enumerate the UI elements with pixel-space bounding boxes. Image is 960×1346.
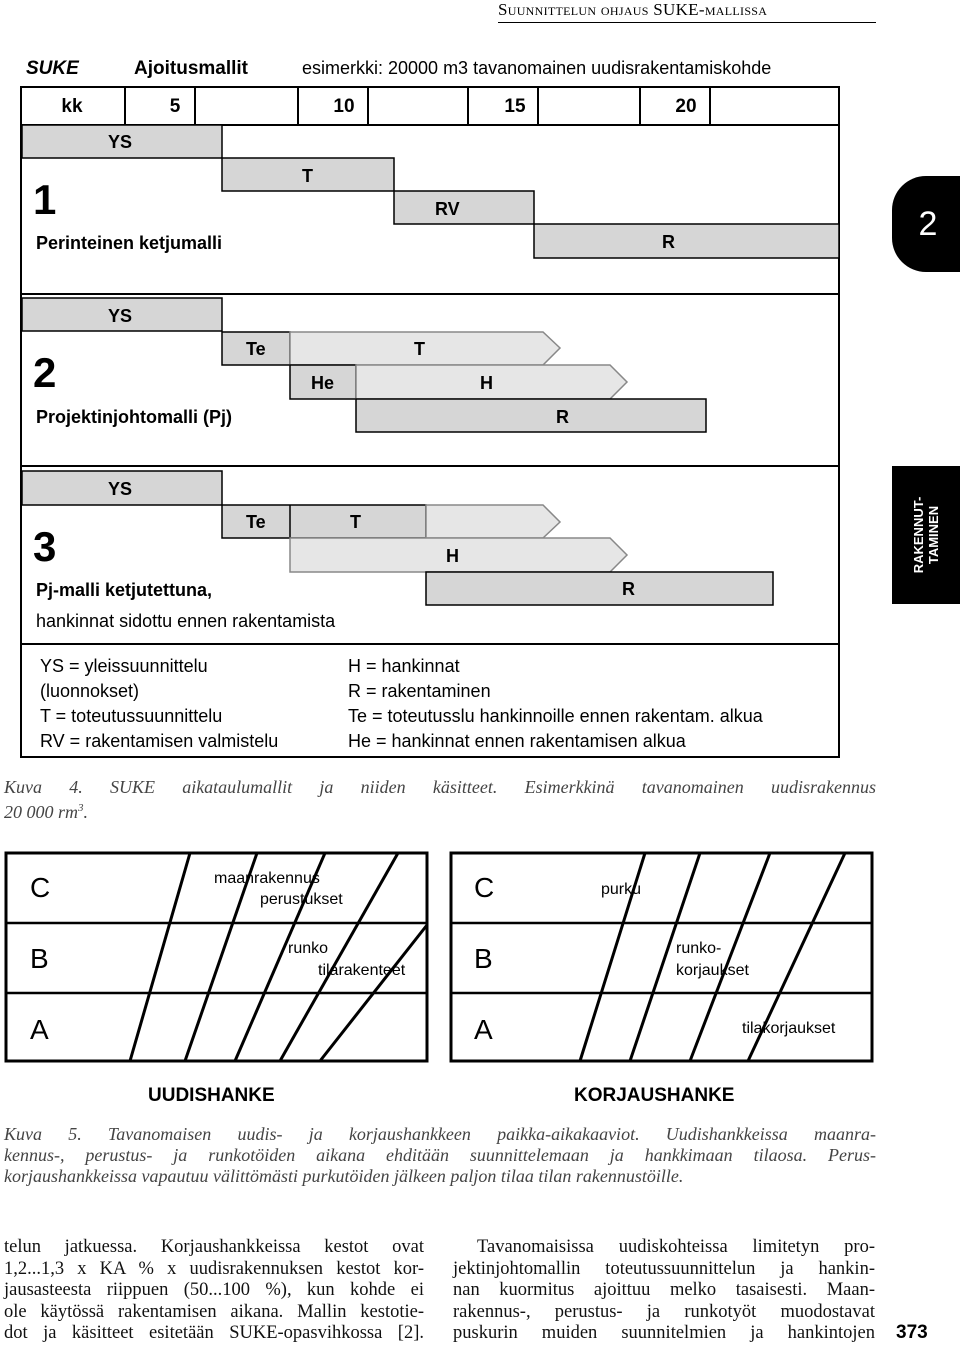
figure5-caption-line2: kennus-, perustus- ja runkotöiden aikana ehditään suunnittelemaan ja hankkimaan tilaosa. Perus- [4,1145,876,1165]
model-2 [22,298,706,432]
model2-r-bar [356,399,706,432]
uudishanke-panel [6,853,427,1106]
uudishanke-title: UUDISHANKE [148,1085,275,1106]
body-right-line: jektinjohtomallin toteutussuunnittelun ja hankin- [453,1258,875,1279]
right-location-b: B [474,943,493,974]
page-number: 373 [896,1322,928,1343]
location-time-figure [0,845,880,1115]
body-right-line: Tavanomaisissa uudiskohteissa limitetyn pro- [477,1237,875,1257]
model2-name: Projektinjohtomalli (Pj) [36,407,233,427]
model1-rv-label: RV [435,199,460,219]
chapter-number: 2 [918,204,938,243]
body-right-line: rakennus-, perustus- ja runkotyöt muodostavat [453,1301,875,1322]
right-label-tilakorjaukset: tilakorjaukset [742,1020,836,1037]
example-title: esimerkki: 20000 m3 tavanomainen uudisrakentamiskohde [302,58,772,78]
korjaushanke-panel [451,853,872,1106]
model1-name: Perinteinen ketjumalli [36,233,223,253]
caption-end: . [83,802,89,822]
left-location-a: A [30,1014,49,1045]
month-unit-label: kk [61,96,83,117]
figure5-caption-line1: Kuva 5. Tavanomaisen uudis- ja korjaushankkeen paikka-aikakaaviot. Uudishankkeissa maanra- [4,1124,876,1144]
left-label-tilarakenteet: tilarakenteet [318,962,406,979]
running-header: Suunnittelun ohjaus SUKE-mallissa [498,0,768,19]
body-left-column [4,1237,424,1345]
model-1 [22,125,839,258]
month-15-label: 15 [504,96,526,117]
model2-h-label: H [480,373,493,393]
right-label-korjaukset: korjaukset [676,962,749,979]
section-label-1: RAKENNUT- [911,496,926,574]
model2-t-label: T [414,339,425,359]
left-location-c: C [30,872,51,903]
body-right-line: puskurin muiden suunnitelmien ja hankintojen [453,1323,875,1343]
model2-he-label: He [311,373,335,393]
suke-title: SUKE [26,58,79,79]
model1-rv-bar [394,191,534,224]
month-20-label: 20 [675,96,697,117]
figure5-caption-line3: korjaushankkeissa vapautuu välittömästi purkutöiden jälkeen paljon tilaa tilan rakennustöille. [4,1166,684,1186]
model2-r-label: R [556,407,569,427]
legend-ys: YS = yleissuunnittelu [40,656,208,676]
right-label-runko: runko- [676,940,722,957]
body-right-column [453,1237,875,1345]
body-left-line: telun jatkuessa. Korjaushankkeissa kestot ovat [4,1237,424,1257]
right-label-purku: purku [601,881,642,898]
legend-ys-sub: (luonnokset) [40,681,140,701]
legend-h: H = hankinnat [348,656,460,676]
month-5-label: 5 [169,96,181,117]
left-label-perustukset: perustukset [260,891,343,908]
model3-r-label: R [622,579,635,599]
model3-name: Pj-malli ketjutettuna, [36,580,213,600]
body-right-line: nan kuormitus ajoittuu melko tasaisesti. Maan- [453,1280,875,1300]
left-label-maanrakennus: maanrakennus [214,870,320,887]
model2-te-label: Te [246,339,266,359]
model1-t-label: T [302,166,313,186]
model2-t-arrow [290,332,560,365]
model-3 [22,471,773,631]
left-label-runko: runko [288,940,329,957]
legend-he: He = hankinnat ennen rakentamisen alkua [348,731,686,751]
header-rule [498,22,876,23]
figure4-caption-line1: Kuva 4. SUKE aikataulumallit ja niiden käsitteet. Esimerkkinä tavanomainen uudisrakennus [4,777,876,797]
section-label-2: TAMINEN [926,505,941,565]
body-left-line: dot ja käsitteet esitetään SUKE-opasvihkossa [2]. [4,1323,424,1343]
caption-volume: 20 000 rm [4,802,79,822]
korjaushanke-title: KORJAUSHANKE [574,1085,735,1106]
legend [40,656,764,751]
model3-r-bar [426,572,773,605]
month-dividers [125,87,710,125]
right-location-c: C [474,872,495,903]
model3-t-arrow [426,505,560,538]
model3-t-label: T [350,512,361,532]
legend-r: R = rakentaminen [348,681,491,701]
model1-ys-label: YS [108,132,133,152]
model1-r-bar [534,224,839,258]
ajoitusmallit-title: Ajoitusmallit [134,58,249,79]
month-10-label: 10 [333,96,355,117]
section-tab-label [911,497,941,574]
model1-r-label: R [662,232,675,252]
body-left-line: jausasteesta riippuen (50...100 %), kun kohde ei [4,1280,424,1300]
model3-ys-label: YS [108,479,133,499]
legend-te: Te = toteutusslu hankinnoille ennen rakentam. alkua [348,706,763,726]
model3-number: 3 [33,523,57,570]
model1-number: 1 [33,176,57,223]
right-location-a: A [474,1014,493,1045]
section-tab [892,466,960,604]
figure4-caption-line2 [4,798,88,823]
body-left-line: 1,2...1,3 x KA % x uudisrakennuksen kestot kor- [4,1258,424,1279]
legend-rv: RV = rakentamisen valmistelu [40,731,279,751]
body-left-line: ole käytössä rakentamisen aikana. Mallin kestotie- [4,1301,424,1322]
model3-h-label: H [446,546,459,566]
schedule-models-figure [0,40,850,765]
left-location-b: B [30,943,49,974]
caption-volume-exponent: 3 [78,802,84,814]
legend-t: T = toteutussuunnittelu [40,706,223,726]
model3-subname: hankinnat sidottu ennen rakentamista [36,611,336,631]
chapter-tab [892,176,960,272]
model2-ys-label: YS [108,306,133,326]
model3-te-label: Te [246,512,266,532]
model2-number: 2 [33,349,57,396]
